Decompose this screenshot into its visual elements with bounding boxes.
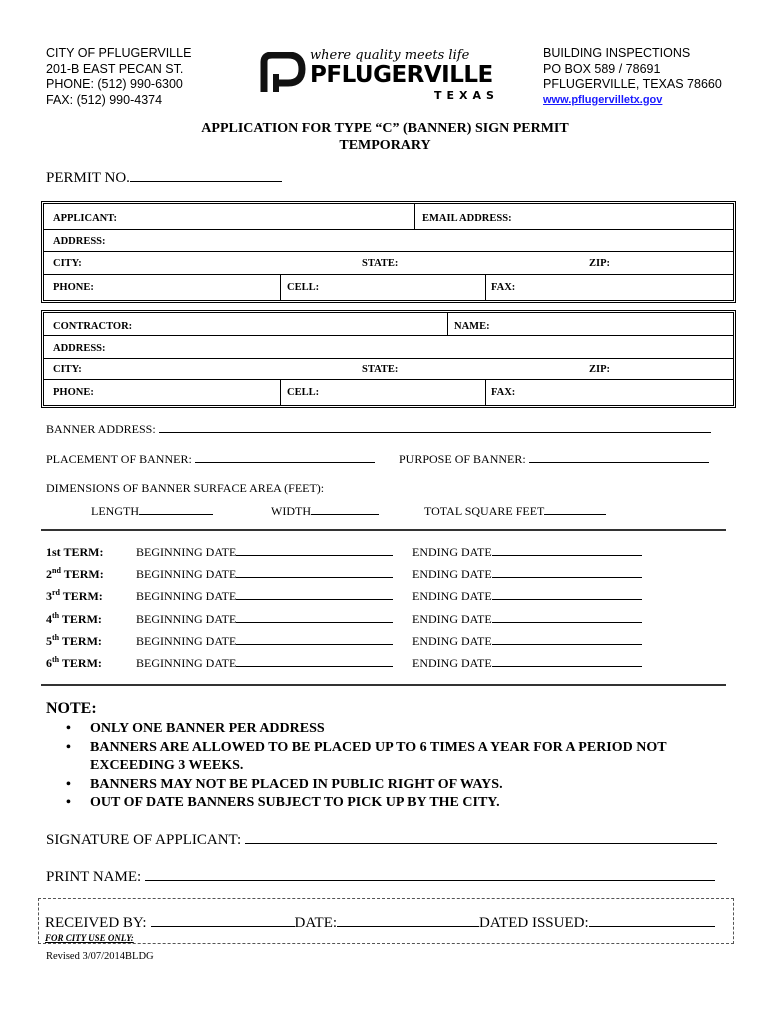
header-left-line: FAX: (512) 990-4374 [46,92,163,107]
state-field[interactable]: STATE: [362,258,399,269]
ending-date-field[interactable] [492,588,642,600]
divider [485,379,486,405]
term-row [46,544,492,560]
header-left-line: PHONE: (512) 990-6300 [46,77,183,91]
term-label: 4th TERM: [46,611,102,626]
contractor-field[interactable]: CONTRACTOR: [53,321,133,332]
banner-address-field[interactable] [159,421,711,433]
header-left-line: 201-B EAST PECAN ST. [46,61,184,76]
ending-date-field[interactable] [492,655,642,667]
ending-date: ENDING DATE [412,633,642,649]
dimensions-label: DIMENSIONS OF BANNER SURFACE AREA (FEET): [46,481,325,495]
note-item: • OUT OF DATE BANNERS SUBJECT TO PICK UP BY THE CITY. [66,794,726,813]
cell-field[interactable]: CELL: [287,282,320,293]
website-link[interactable]: www.pflugervilletx.gov [543,93,663,106]
term-row [46,655,492,671]
placement-label: PLACEMENT OF BANNER: [46,452,192,466]
placement-field[interactable] [195,451,375,463]
length-label: LENGTH [91,504,139,518]
section-divider [41,684,726,686]
total-label: TOTAL SQUARE FEET [424,504,545,518]
divider [485,274,486,300]
bullet-icon: • [66,721,71,736]
date-field[interactable] [337,913,479,927]
logo-mark-icon [260,52,306,96]
received-by-field[interactable] [151,913,295,927]
term-label: 5th TERM: [46,633,102,648]
header-right-line: PO BOX 589 / 78691 [543,61,661,76]
ending-date: ENDING DATE [412,588,642,604]
date-label: DATE: [294,915,338,931]
header-right-line: BUILDING INSPECTIONS [543,46,691,60]
state-field[interactable]: STATE: [362,364,399,375]
ending-date-field[interactable] [492,566,642,578]
divider [44,358,733,359]
signature [46,830,717,849]
city-use-box [38,898,734,944]
bullet-icon: • [66,776,71,792]
logo-state: TEXAS [434,89,499,102]
city-address-block [46,46,191,108]
applicant-box [41,201,736,303]
divider [447,313,448,335]
zip-field[interactable]: ZIP: [589,364,610,375]
term-row [46,566,492,582]
term-label: 3rd TERM: [46,588,103,603]
applicant-field[interactable]: APPLICANT: [53,213,117,224]
divider [414,204,415,229]
placement [46,451,375,467]
term-row [46,588,492,604]
length-field[interactable] [139,503,213,515]
width-label: WIDTH [271,504,311,518]
width [271,503,379,519]
dated-issued-label: DATED ISSUED: [479,915,589,931]
beginning-date-field[interactable] [236,566,393,578]
received-by-label: RECEIVED BY: [45,915,147,931]
term-row [46,633,492,649]
beginning-date: BEGINNING DATE [136,633,393,649]
signature-field[interactable] [245,830,717,844]
phone-field[interactable]: PHONE: [53,282,94,293]
note-heading: NOTE: [46,700,97,717]
term-label: 6th TERM: [46,655,102,670]
beginning-date-field[interactable] [236,544,393,556]
term-row [46,611,492,627]
purpose [399,451,709,467]
beginning-date-field[interactable] [236,588,393,600]
total-field[interactable] [544,503,606,515]
city-use-label: FOR CITY USE ONLY: [45,933,134,943]
divider [44,251,733,252]
email-field[interactable]: EMAIL ADDRESS: [422,213,512,224]
term-label: 1st TERM: [46,545,104,559]
banner-address-label: BANNER ADDRESS: [46,422,156,436]
beginning-date: BEGINNING DATE [136,611,393,627]
divider [280,379,281,405]
divider [44,229,733,230]
beginning-date-field[interactable] [236,633,393,645]
divider [44,274,733,275]
print-name [46,867,715,886]
name-field[interactable]: NAME: [454,321,490,332]
address-field[interactable]: ADDRESS: [53,343,106,354]
note-list [66,720,726,813]
beginning-date: BEGINNING DATE [136,655,393,671]
beginning-date-field[interactable] [236,611,393,623]
width-field[interactable] [311,503,379,515]
note-item: • BANNERS MAY NOT BE PLACED IN PUBLIC RIGHT OF WAYS. [66,776,726,795]
print-name-field[interactable] [145,867,715,881]
zip-field[interactable]: ZIP: [589,258,610,269]
divider [44,379,733,380]
contractor-box [41,310,736,408]
pflugerville-logo [258,46,502,108]
section-divider [41,529,726,531]
fax-field[interactable]: FAX: [491,387,516,398]
note-item: • ONLY ONE BANNER PER ADDRESS [66,720,726,739]
divider [44,335,733,336]
city-field[interactable]: CITY: [53,364,82,375]
ending-date: ENDING DATE [412,566,642,582]
print-name-label: PRINT NAME: [46,869,142,885]
dated-issued-field[interactable] [589,913,715,927]
address-field[interactable]: ADDRESS: [53,236,106,247]
permit-no [46,167,282,187]
ending-date-field[interactable] [492,544,642,556]
permit-no-label: PERMIT NO. [46,170,130,186]
ending-date: ENDING DATE [412,544,642,560]
cell-field[interactable]: CELL: [287,387,320,398]
form-subtitle: TEMPORARY [339,138,431,153]
logo-name: PFLUGERVILLE [310,62,493,88]
total-square-feet [424,503,606,519]
beginning-date: BEGINNING DATE [136,566,393,582]
bullet-icon: • [66,795,71,810]
city-use-row [45,913,715,932]
ending-date: ENDING DATE [412,611,642,627]
term-label: 2nd TERM: [46,566,104,581]
beginning-date-field[interactable] [236,655,393,667]
banner-address [46,421,711,437]
ending-date: ENDING DATE [412,655,642,671]
city-field[interactable]: CITY: [53,258,82,269]
fax-field[interactable]: FAX: [491,282,516,293]
logo-tagline: where quality meets life [310,48,470,63]
beginning-date: BEGINNING DATE [136,544,393,560]
header-right-line: PFLUGERVILLE, TEXAS 78660 [543,77,722,91]
purpose-field[interactable] [529,451,709,463]
divider [280,274,281,300]
signature-label: SIGNATURE OF APPLICANT: [46,832,242,848]
beginning-date: BEGINNING DATE [136,588,393,604]
building-inspections-block [543,46,722,108]
header-left-line: CITY OF PFLUGERVILLE [46,46,192,60]
note-item: • BANNERS ARE ALLOWED TO BE PLACED UP TO 6 TIMES A YEAR FOR A PERIOD NOT EXCEEDING 3 WEEKS. [66,739,726,776]
bullet-icon: • [66,739,71,755]
ending-date-field[interactable] [492,611,642,623]
length [91,503,213,519]
ending-date-field[interactable] [492,633,642,645]
revision-note: Revised 3/07/2014BLDG [46,951,154,962]
form-title: APPLICATION FOR TYPE “C” (BANNER) SIGN PERMIT [201,121,569,136]
purpose-label: PURPOSE OF BANNER: [399,452,526,466]
phone-field[interactable]: PHONE: [53,387,94,398]
permit-no-field[interactable] [130,167,282,182]
